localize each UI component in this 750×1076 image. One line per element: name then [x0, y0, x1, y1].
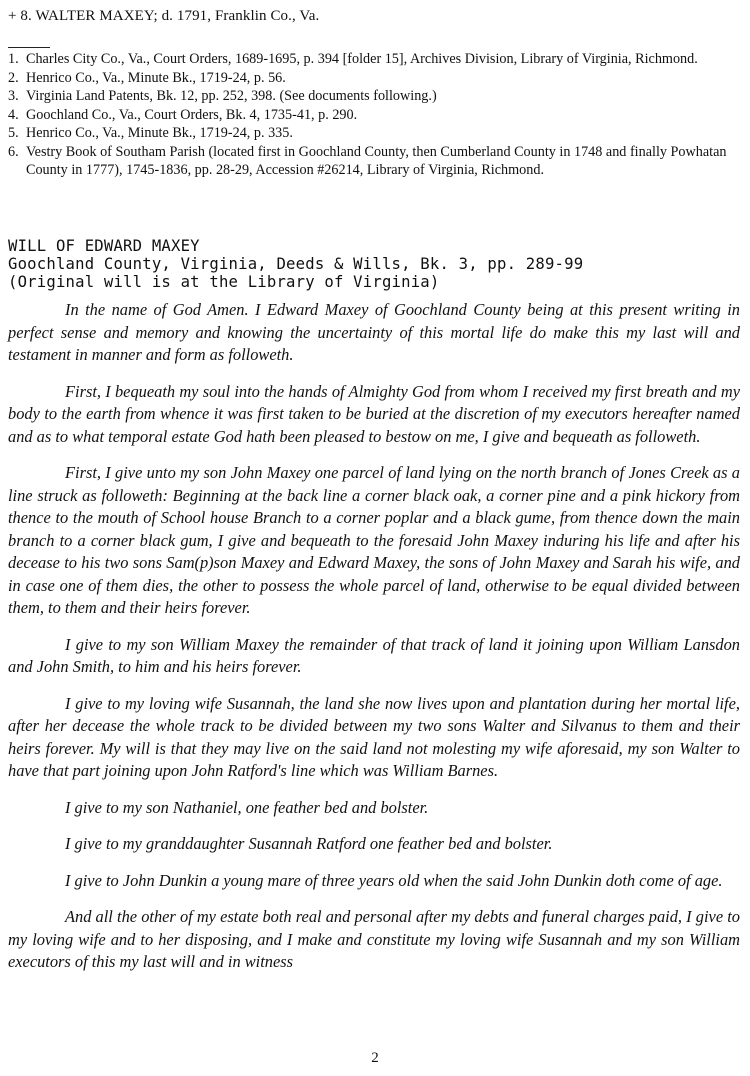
- will-paragraph: I give to John Dunkin a young mare of three years old when the said John Dunkin doth come of age.: [65, 870, 723, 890]
- will-paragraph: I give to my son Nathaniel, one feather bed and bolster.: [65, 797, 429, 817]
- footnote: [0, 124, 745, 143]
- will-title: WILL OF EDWARD MAXEY: [8, 237, 200, 255]
- footnote: [0, 106, 745, 125]
- will-header: [8, 237, 583, 291]
- footnotes-list: [0, 50, 745, 180]
- footnote-text: Vestry Book of Southam Parish (located first in Goochland County, then Cumberland County in 1748 and finally Powhatan County in 1777), 1745-1836, pp. 28-29, Accession #26214, Library of Virginia, Richmond.: [26, 143, 727, 178]
- footnote-text: Henrico Co., Va., Minute Bk., 1719-24, p. 56.: [26, 69, 286, 86]
- footnote-number: 6.: [8, 143, 19, 160]
- page-number: 2: [371, 1050, 379, 1066]
- will-paragraph: First, I bequeath my soul into the hands of Almighty God from whom I received my first breath and my body to the earth from whence it was first taken to be buried at the discretion of my executors hereafter named and as to what temporal estate God hath been pleased to bestow on me, I give and bequeath as followeth.: [8, 381, 740, 446]
- will-paragraph: And all the other of my estate both real and personal after my debts and funeral charges paid, I give to my loving wife and to her disposing, and I make and constitute my loving wife Susannah and my son William executors of this my last will and in witness: [8, 907, 740, 971]
- will-note: (Original will is at the Library of Virginia): [8, 273, 440, 291]
- footnote-divider: [8, 47, 50, 48]
- footnote-text: Charles City Co., Va., Court Orders, 1689-1695, p. 394 [folder 15], Archives Division, Library of Virginia, Richmond.: [26, 51, 698, 67]
- will-source: Goochland County, Virginia, Deeds & Wills, Bk. 3, pp. 289-99: [8, 255, 584, 273]
- genealogy-entry-8: + 8. WALTER MAXEY; d. 1791, Franklin Co., Va.: [8, 8, 320, 24]
- footnote: [0, 87, 745, 106]
- will-paragraph: I give to my loving wife Susannah, the land she now lives upon and plantation during her mortal life, after her decease the whole track to be divided between my two sons Walter and Silvanus to them and their heirs forever. My will is that they may live on the said land not molesting my wife aforesaid, my son Walter to have that part joining upon John Ratford's line which was William Barnes.: [8, 693, 740, 780]
- footnote-number: 2.: [8, 69, 19, 86]
- footnote: [0, 50, 745, 69]
- footnote-number: 1.: [8, 51, 19, 67]
- footnote: [0, 143, 745, 180]
- footnote-text: Virginia Land Patents, Bk. 12, pp. 252, 398. (See documents following.): [26, 88, 437, 104]
- footnote-number: 4.: [8, 106, 19, 123]
- footnote-number: 3.: [8, 88, 19, 104]
- footnote-number: 5.: [8, 125, 19, 141]
- will-paragraph: First, I give unto my son John Maxey one parcel of land lying on the north branch of Jones Creek as a line struck as followeth: Beginning at the back line a corner black oak, a corner pine and a pink hickory from thence to the mouth of School house Branch to a corner poplar and a black gume, from thence down the main branch to a corner black gum, I give and bequeath to the foresaid John Maxey induring his life and after his decease to his two sons Sam(p)son Maxey and Edward Maxey, the sons of John Maxey and Sarah his wife, and in case one of them dies, the other to possess the whole parcel of land, otherwise to be equal divided between them, to them and their heirs forever.: [8, 463, 740, 617]
- will-transcription: [8, 299, 740, 988]
- footnote-text: Goochland Co., Va., Court Orders, Bk. 4, 1735-41, p. 290.: [26, 106, 358, 123]
- will-paragraph: I give to my son William Maxey the remainder of that track of land it joining upon William Lansdon and John Smith, to him and his heirs forever.: [8, 634, 740, 676]
- footnote-text: Henrico Co., Va., Minute Bk., 1719-24, p. 335.: [26, 125, 293, 141]
- will-paragraph: I give to my granddaughter Susannah Ratford one feather bed and bolster.: [65, 834, 553, 853]
- will-paragraph: In the name of God Amen. I Edward Maxey of Goochland County being at this present writing in perfect sense and memory and knowing the uncertainty of this mortal life do make this my last will and testament in manner and form as followeth.: [8, 300, 740, 364]
- footnote: [0, 69, 745, 88]
